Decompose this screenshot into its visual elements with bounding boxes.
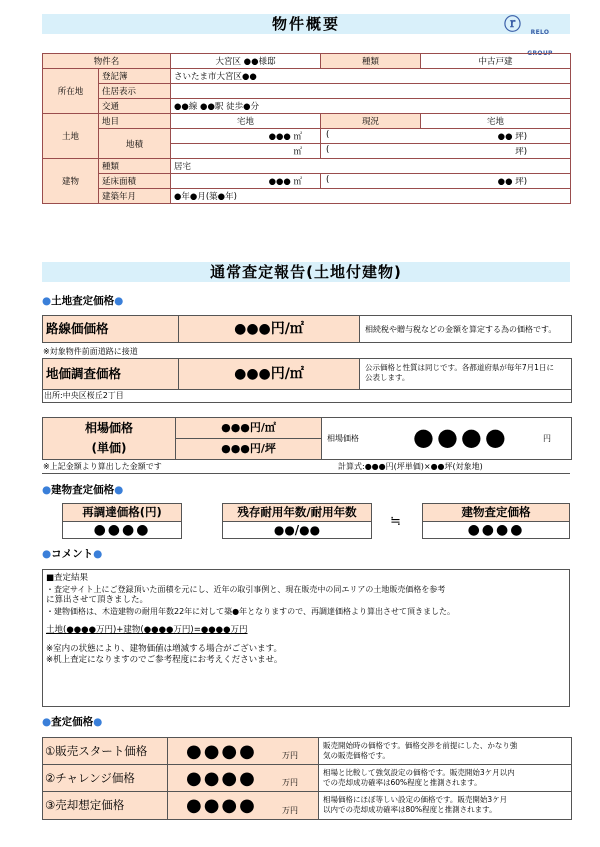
market-value-2: ●●●円/坪 [176, 439, 322, 459]
area-paren-2: ( [326, 145, 330, 155]
remaining-label: 残存耐用年数/耐用年数 [222, 503, 372, 522]
relo-logo [502, 15, 562, 57]
market-price-dots: ●●●● [413, 423, 509, 451]
current-value: 宅地 [421, 114, 571, 129]
residence-value [171, 84, 571, 99]
assessment-value-cell [168, 738, 319, 764]
title-band [42, 14, 570, 57]
building-label: 建物 [43, 159, 99, 204]
comment-line [46, 636, 566, 644]
land-label: 土地 [43, 114, 99, 159]
registry-value: さいたま市大宮区●● [171, 69, 571, 84]
area-tsubo-1: ●● 坪) [497, 132, 528, 142]
bullet-icon: ● [42, 295, 52, 307]
relo-logo-icon: ⓡ [504, 15, 523, 35]
chika-sub: 出所:中央区桜丘2丁目 [44, 391, 124, 400]
bullet-icon: ● [93, 548, 103, 560]
btype-value: 居宅 [171, 159, 571, 174]
current-label: 現況 [321, 114, 421, 129]
assessment-label: ②チャレンジ価格 [43, 765, 168, 791]
comment-line: ■査定結果 [46, 573, 89, 583]
chika-note-line-1: 公示価格と性質は同じです。各都道府県が毎年7月1日に [365, 363, 554, 372]
comment-line: 土地(●●●●万円)+建物(●●●●万円)=●●●●万円 [46, 625, 248, 635]
assessment-value-cell [168, 765, 319, 791]
building-price-heading: ●建物査定価格● [42, 484, 124, 496]
name-value: 大宮区 ●●様邸 [171, 54, 321, 69]
page-title: 物件概要 [271, 15, 340, 33]
rosen-row [42, 315, 572, 343]
built-value: ●年●月(築●年) [171, 189, 571, 204]
divider [42, 473, 570, 474]
assessment-table [42, 737, 572, 820]
floor-label: 延床面積 [99, 174, 171, 189]
category-value: 宅地 [171, 114, 321, 129]
assessment-note: 相場価格にほぼ等しい設定の価格です。販売開始3ケ月 以内での売却成功確率は80%程度と推測されます。 [323, 795, 508, 814]
category-label: 地目 [99, 114, 171, 129]
bullet-icon: ● [114, 484, 124, 496]
bullet-icon: ● [42, 484, 52, 496]
built-label: 建築年月 [99, 189, 171, 204]
assessment-value: ●●●● [186, 768, 257, 789]
market-label-1: 相場価格 [84, 421, 133, 435]
area-paren-1: ( [326, 130, 330, 140]
comment-line: ・査定サイト上にご登録頂いた面積を元にし、近年の取引事例と、現在販売中の同エリアの土地販売価格を参考 [46, 585, 446, 594]
floor-value: ●●● ㎡ [171, 174, 321, 189]
approx-symbol: ≒ [390, 514, 401, 529]
report-band [42, 262, 570, 282]
market-price-unit: 円 [543, 434, 551, 443]
assessment-note: 販売開始時の価格です。価格交渉を前提にした、かなり強 気の販売価格です。 [323, 741, 518, 760]
transport-value: ●●線 ●●駅 徒歩●分 [171, 99, 571, 114]
calc-formula: 計算式:●●●円(坪単価)×●●坪(対象地) [338, 462, 483, 471]
type-value: 中古戸建 [421, 54, 571, 69]
floor-paren: ( [326, 175, 330, 185]
rosen-note: 相続税や贈与税などの金額を算定する為の価格です。 [365, 325, 557, 334]
rosen-label: 路線価価格 [43, 316, 179, 342]
comment-line: ※室内の状態により、建物価値は増減する場合がございます。 [46, 644, 282, 654]
calc-note: ※上記金額より算出した金額です [43, 462, 162, 471]
market-value-1: ●●●円/㎡ [176, 418, 322, 439]
assessment-value: ●●●● [186, 741, 257, 762]
rosen-value: ●●●円/㎡ [179, 316, 360, 342]
name-label: 物件名 [43, 54, 171, 69]
area-tsubo-row-1 [321, 129, 571, 144]
chika-note-line-2: 公表します。 [365, 373, 410, 382]
chika-note [365, 363, 569, 383]
bullet-icon: ● [114, 295, 124, 307]
rebuild-label: 再調達価格(円) [62, 503, 182, 522]
assessment-value-cell [168, 792, 319, 819]
property-table [42, 53, 571, 204]
assessment-label: ①販売スタート価格 [43, 738, 168, 764]
rebuild-value: ●●●● [62, 521, 182, 539]
residence-label: 住居表示 [99, 84, 171, 99]
area-value-2: ㎡ [171, 144, 321, 159]
land-price-heading: ●土地査定価格● [42, 295, 124, 307]
rosen-sub: ※対象物件前面道路に接道 [43, 347, 138, 356]
assessment-note: 相場と比較して強気設定の価格です。販売開始3ケ月以内 での売却成功確率は60%程度と推測されます。 [323, 768, 515, 787]
comment-heading: ●コメント● [42, 548, 103, 560]
market-price-label: 相場価格 [327, 434, 359, 443]
comment-line: に算出させて頂きました。 [46, 595, 149, 605]
assessment-value: ●●●● [186, 795, 257, 816]
comment-line: ・建物価格は、木造建物の耐用年数22年に対して築●年となりますので、再調達価格より算出させて頂きました。 [46, 607, 455, 616]
area-label: 地積 [99, 129, 171, 159]
result-value: ●●●● [422, 521, 570, 539]
area-value-1: ●●● ㎡ [171, 129, 321, 144]
chika-label: 地価調査価格 [43, 359, 179, 389]
bullet-icon: ● [42, 548, 52, 560]
assessment-unit: 万円 [282, 778, 298, 787]
type-label: 種類 [321, 54, 421, 69]
logo-text: RELO GROUP [527, 29, 553, 57]
market-label-2: (単価) [91, 441, 127, 455]
transport-label: 交通 [99, 99, 171, 114]
floor-tsubo: ●● 坪) [497, 177, 528, 187]
remaining-value: ●●/●● [222, 521, 372, 539]
btype-label: 種類 [99, 159, 171, 174]
location-label: 所在地 [43, 69, 99, 114]
market-label [43, 418, 176, 459]
chika-value: ●●●円/㎡ [179, 359, 360, 389]
comment-line: ※机上査定になりますのでご参考程度にお考えくださいませ。 [46, 655, 283, 665]
chika-row [42, 358, 572, 390]
area-tsubo-2: 坪) [515, 147, 528, 157]
bullet-icon: ● [93, 716, 103, 728]
market-block [42, 417, 572, 460]
assessment-unit: 万円 [282, 751, 298, 760]
chika-sub-row [42, 388, 572, 403]
result-label: 建物査定価格 [422, 503, 570, 522]
comment-line [46, 617, 566, 625]
comment-box [42, 569, 570, 707]
registry-label: 登記簿 [99, 69, 171, 84]
assessment-heading: ●査定価格● [42, 716, 103, 728]
bullet-icon: ● [42, 716, 52, 728]
assessment-unit: 万円 [282, 806, 298, 815]
floor-tsubo-row [321, 174, 571, 189]
area-tsubo-row-2 [321, 144, 571, 159]
assessment-label: ③売却想定価格 [43, 792, 168, 819]
report-title: 通常査定報告(土地付建物) [210, 263, 402, 281]
